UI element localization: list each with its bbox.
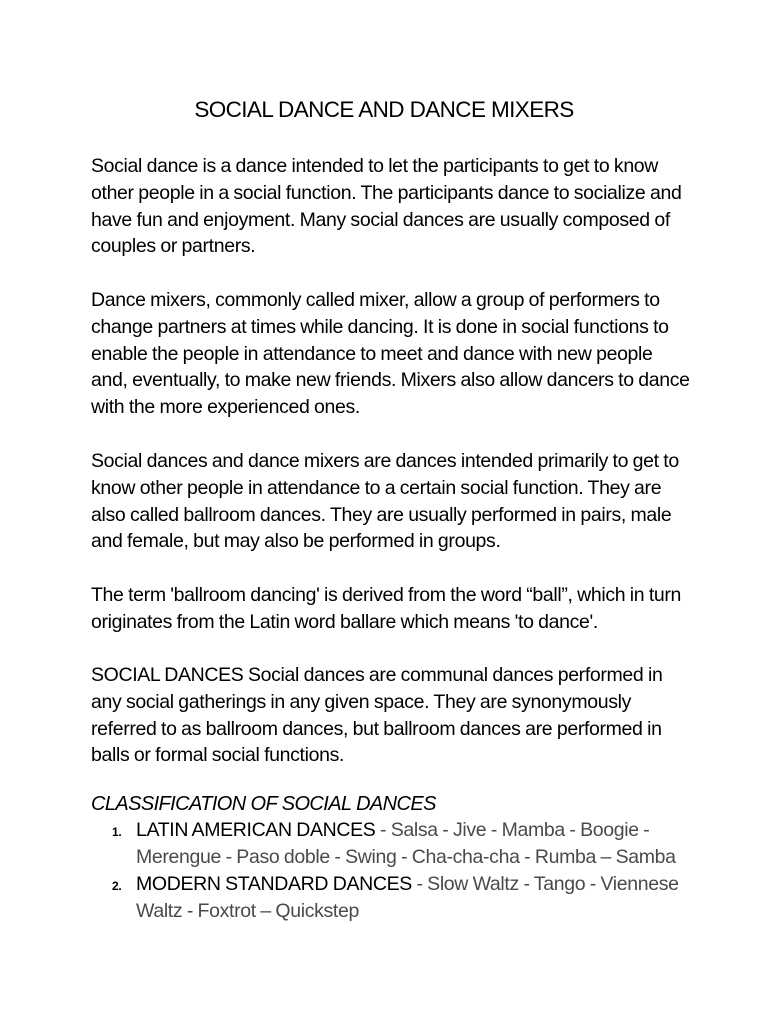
classification-list <box>100 817 700 925</box>
list-item-heading: MODERN STANDARD DANCES <box>136 873 412 895</box>
list-item-body: - Salsa - Jive - Mamba - Boogie - Merengue - Paso doble - Swing - Cha-cha-cha - Rumba – Samba <box>136 819 676 868</box>
paragraph-ballroom-term: The term 'ballroom dancing' is derived from the word “ball”, which in turn originates from the Latin word ballare which means 'to dance'. <box>91 584 682 633</box>
list-item-number: 1. <box>112 825 122 839</box>
paragraph-dance-mixers: Dance mixers, commonly called mixer, allow a group of performers to change partners at times while dancing. It is done in social functions to enable the people in attendance to meet and dance with new people and, eventually, to make new friends. Mixers also allow dancers to dance with the more experienced ones. <box>91 289 690 419</box>
list-item-number: 2. <box>112 879 122 893</box>
list-item-heading: LATIN AMERICAN DANCES <box>136 819 376 841</box>
paragraph-social-dances-and-mixers: Social dances and dance mixers are dances intended primarily to get to know other people in attendance to a certain social function. They are also called ballroom dances. They are usually performed in pairs, male and female, but may also be performed in groups. <box>91 450 679 553</box>
list-item-body: - Slow Waltz - Tango - Viennese Waltz - Foxtrot – Quickstep <box>136 873 679 922</box>
classification-heading: CLASSIFICATION OF SOCIAL DANCES <box>91 793 436 815</box>
page-title: SOCIAL DANCE AND DANCE MIXERS <box>194 97 574 122</box>
paragraph-social-dances-definition: SOCIAL DANCES Social dances are communal dances performed in any social gatherings in any given space. They are synonymously referred to as ballroom dances, but ballroom dances are performed in balls or formal social functions. <box>91 664 663 767</box>
list-item-latin-american <box>100 817 700 871</box>
list-item-modern-standard <box>100 871 700 925</box>
paragraph-social-dance: Social dance is a dance intended to let the participants to get to know other people in a social function. The participants dance to socialize and have fun and enjoyment. Many social dances are usually composed of couples or partners. <box>91 155 682 258</box>
